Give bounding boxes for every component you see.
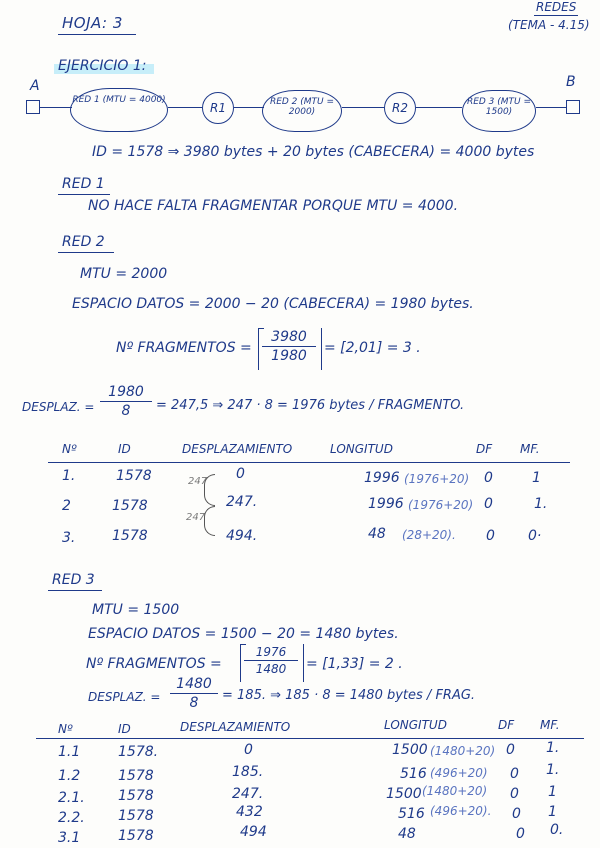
link-r1-net2: [234, 107, 264, 108]
cell-long-note: (1480+20): [422, 784, 488, 798]
cell-df: 0: [506, 742, 515, 758]
col-df: DF: [498, 718, 515, 732]
cell-df: 0: [510, 766, 519, 782]
cell-n: 1.1: [58, 744, 81, 760]
side-note-247-a: 247: [188, 476, 208, 487]
col-id: ID: [118, 722, 131, 736]
red2-title: RED 2: [62, 234, 105, 250]
cell-df: 0: [510, 786, 519, 802]
cell-long: 516: [400, 766, 427, 782]
cell-desp: 494.: [226, 528, 258, 544]
cell-id: 1578: [118, 808, 154, 824]
red2-data-space: ESPACIO DATOS = 2000 − 20 (CABECERA) = 1980 bytes.: [72, 296, 474, 312]
net3-cloud: RED 3 (MTU = 1500): [462, 90, 536, 132]
cell-id: 1578.: [118, 744, 159, 760]
red1-note: NO HACE FALTA FRAGMENTAR PORQUE MTU = 4000.: [88, 198, 459, 214]
red2-offset-num: 1980: [108, 384, 144, 400]
red2-offset-den: 8: [121, 403, 131, 419]
cell-long-note: (496+20): [430, 766, 488, 780]
cell-mf: 1: [548, 784, 557, 800]
red3-data-space: ESPACIO DATOS = 1500 − 20 = 1480 bytes.: [88, 626, 399, 642]
cell-id: 1578: [112, 498, 148, 514]
exercise-title: EJERCICIO 1:: [58, 58, 147, 74]
cell-long: 1500: [386, 786, 422, 802]
col-id: ID: [118, 442, 131, 456]
course-underline: [534, 15, 578, 16]
fraction-bar: [100, 401, 152, 402]
col-n: Nº: [62, 442, 77, 456]
cell-n: 3.1: [58, 830, 81, 846]
course-label: REDES: [536, 0, 577, 14]
host-b: [566, 100, 580, 114]
red3-frag-label: Nº FRAGMENTOS =: [86, 656, 222, 672]
cell-id: 1578: [116, 468, 152, 484]
cell-desp: 247.: [226, 494, 258, 510]
fraction-bar: [244, 660, 298, 661]
cell-long-note: (1976+20): [404, 472, 470, 486]
fraction-bar: [262, 346, 316, 347]
host-a: [26, 100, 40, 114]
col-df: DF: [476, 442, 493, 456]
red3-frag-num: 1976: [255, 645, 287, 659]
cell-long-note: (496+20).: [430, 804, 492, 818]
sheet-label: HOJA: 3: [62, 14, 123, 32]
cell-long: 516: [398, 806, 425, 822]
cell-mf: 1.: [534, 496, 548, 512]
cell-id: 1578: [118, 828, 154, 844]
fraction-bar: [170, 693, 218, 694]
cell-desp: 0: [236, 466, 245, 482]
col-long: LONGITUD: [384, 718, 447, 732]
red3-frag-den: 1480: [255, 662, 287, 676]
cell-long-note: (1480+20): [430, 744, 496, 758]
col-long: LONGITUD: [330, 442, 393, 456]
red3-frag-fraction: [244, 645, 298, 676]
col-n: Nº: [58, 722, 73, 736]
red3-offset-result: = 185. ⇒ 185 · 8 = 1480 bytes / FRAG.: [222, 688, 476, 703]
cell-desp: 247.: [232, 786, 264, 802]
red3-offset-fraction: [170, 676, 218, 711]
col-mf: MF.: [520, 442, 540, 456]
red3-offset-den: 8: [189, 695, 199, 711]
cell-mf: 1.: [546, 762, 560, 778]
host-b-label: B: [566, 74, 576, 90]
cell-n: 1.2: [58, 768, 81, 784]
cell-mf: 0.: [550, 822, 564, 838]
cell-desp: 0: [244, 742, 253, 758]
red3-offset-label: DESPLAZ. =: [88, 690, 161, 704]
net1-cloud: RED 1 (MTU = 4000): [70, 88, 168, 132]
red3-title: RED 3: [52, 572, 95, 588]
cell-desp: 185.: [232, 764, 264, 780]
red2-offset-result: = 247,5 ⇒ 247 · 8 = 1976 bytes / FRAGMENTO.: [156, 398, 465, 413]
red3-offset-num: 1480: [176, 676, 212, 692]
col-desp: DESPLAZAMIENTO: [182, 442, 293, 456]
cell-long-note: (28+20).: [402, 528, 456, 542]
cell-mf: 1: [532, 470, 541, 486]
offset-arrow-arc: [204, 474, 215, 506]
cell-df: 0: [484, 496, 493, 512]
cell-id: 1578: [118, 788, 154, 804]
cell-id: 1578: [118, 768, 154, 784]
cell-long: 1996: [368, 496, 404, 512]
red3-frag-result: = [1,33] = 2 .: [306, 656, 403, 672]
id-line: ID = 1578 ⇒ 3980 bytes + 20 bytes (CABECERA) = 4000 bytes: [92, 144, 535, 160]
red3-mtu: MTU = 1500: [92, 602, 180, 618]
red2-mtu: MTU = 2000: [80, 266, 168, 282]
cell-mf: 0·: [528, 528, 542, 544]
red2-frag-num: 3980: [271, 329, 307, 345]
cell-long: 1996: [364, 470, 400, 486]
cell-df: 0: [512, 806, 521, 822]
red1-title: RED 1: [62, 176, 105, 192]
cell-long: 48: [398, 826, 416, 842]
cell-n: 2: [62, 498, 71, 514]
offset-arrow-arc: [204, 506, 215, 536]
red2-underline: [58, 252, 114, 253]
link-r2-net3: [416, 107, 462, 108]
link-net3-b: [536, 107, 566, 108]
cell-n: 2.2.: [58, 810, 85, 826]
link-net2-r2: [342, 107, 384, 108]
cell-long: 48: [368, 526, 386, 542]
red1-underline: [58, 194, 110, 195]
cell-mf: 1.: [546, 740, 560, 756]
cell-n: 3.: [62, 530, 76, 546]
red2-offset-fraction: [100, 384, 152, 419]
cell-n: 1.: [62, 468, 76, 484]
router-r1: R1: [202, 92, 234, 124]
side-note-247-b: 247: [186, 512, 206, 523]
link-net1-r1: [168, 107, 202, 108]
cell-long: 1500: [392, 742, 428, 758]
red3-underline: [48, 590, 102, 591]
cell-desp: 432: [236, 804, 263, 820]
cell-id: 1578: [112, 528, 148, 544]
col-desp: DESPLAZAMIENTO: [180, 720, 291, 734]
cell-long-note: (1976+20): [408, 498, 474, 512]
host-a-label: A: [30, 78, 40, 94]
table-header-rule: [48, 462, 570, 463]
link-a-net1: [40, 107, 72, 108]
cell-df: 0: [516, 826, 525, 842]
red2-frag-den: 1980: [271, 348, 307, 364]
table-header-rule: [36, 738, 584, 739]
topic-label: (TEMA - 4.15): [508, 18, 590, 32]
cell-desp: 494: [240, 824, 267, 840]
cell-mf: 1: [548, 804, 557, 820]
cell-df: 0: [484, 470, 493, 486]
sheet-label-underline: [58, 34, 136, 35]
net2-cloud: RED 2 (MTU = 2000): [262, 90, 342, 132]
cell-df: 0: [486, 528, 495, 544]
red2-frag-label: Nº FRAGMENTOS =: [116, 340, 252, 356]
red2-offset-label: DESPLAZ. =: [22, 400, 95, 414]
cell-n: 2.1.: [58, 790, 85, 806]
router-r2: R2: [384, 92, 416, 124]
red2-frag-fraction: [262, 329, 316, 364]
red2-frag-result: = [2,01] = 3 .: [324, 340, 421, 356]
col-mf: MF.: [540, 718, 560, 732]
